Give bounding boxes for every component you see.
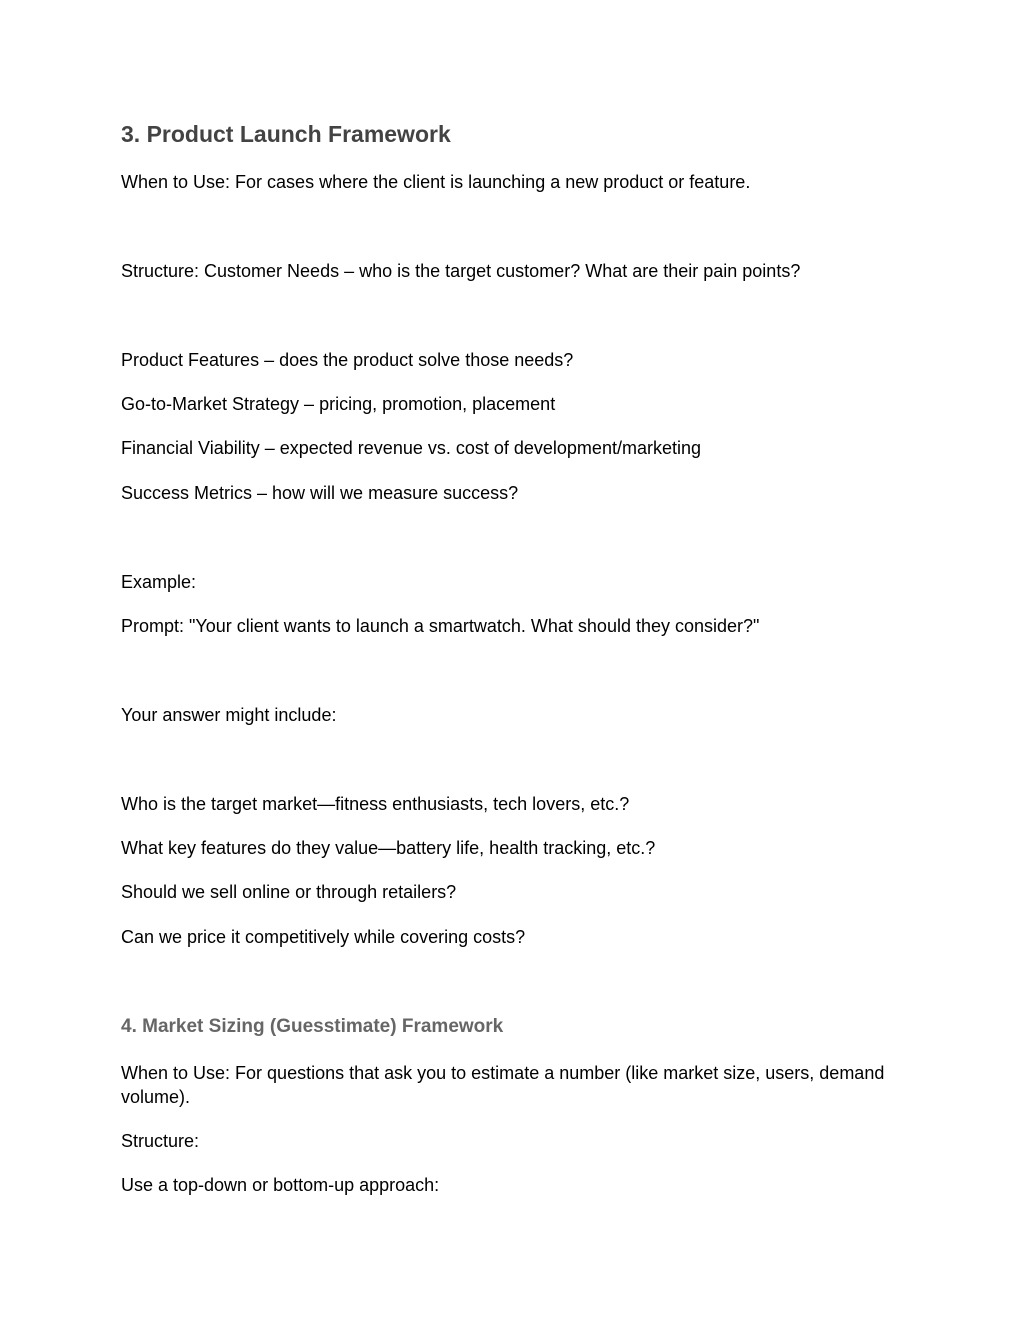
answer-item-target-market: Who is the target market—fitness enthusiasts, tech lovers, etc.? <box>121 794 630 814</box>
answer-item-sales-channel: Should we sell online or through retailers? <box>121 882 457 902</box>
answer-item-key-features: What key features do they value—battery life, health tracking, etc.? <box>121 838 656 858</box>
section-4-structure-label: Structure: <box>121 1131 200 1151</box>
section-3-item-product-features: Product Features – does the product solve those needs? <box>121 350 574 370</box>
example-prompt: Prompt: "Your client wants to launch a smartwatch. What should they consider?" <box>121 616 760 636</box>
section-3-item-go-to-market: Go-to-Market Strategy – pricing, promotion, placement <box>121 394 556 414</box>
section-3-heading: 3. Product Launch Framework <box>121 121 451 147</box>
section-3-structure: Structure: Customer Needs – who is the target customer? What are their pain points? <box>121 261 801 281</box>
section-3-when-to-use: When to Use: For cases where the client is launching a new product or feature. <box>121 172 751 192</box>
section-3-item-success-metrics: Success Metrics – how will we measure success? <box>121 483 519 503</box>
example-label: Example: <box>121 572 197 592</box>
document-page <box>121 0 911 1325</box>
section-3-item-financial-viability: Financial Viability – expected revenue vs. cost of development/marketing <box>121 438 701 458</box>
section-4-approach: Use a top-down or bottom-up approach: <box>121 1175 440 1195</box>
answer-intro: Your answer might include: <box>121 705 337 725</box>
answer-item-pricing: Can we price it competitively while covering costs? <box>121 927 526 947</box>
section-4-heading: 4. Market Sizing (Guesstimate) Framework <box>121 1016 504 1037</box>
section-4-when-to-use: When to Use: For questions that ask you to estimate a number (like market size, users, demand volume). <box>121 1063 885 1107</box>
